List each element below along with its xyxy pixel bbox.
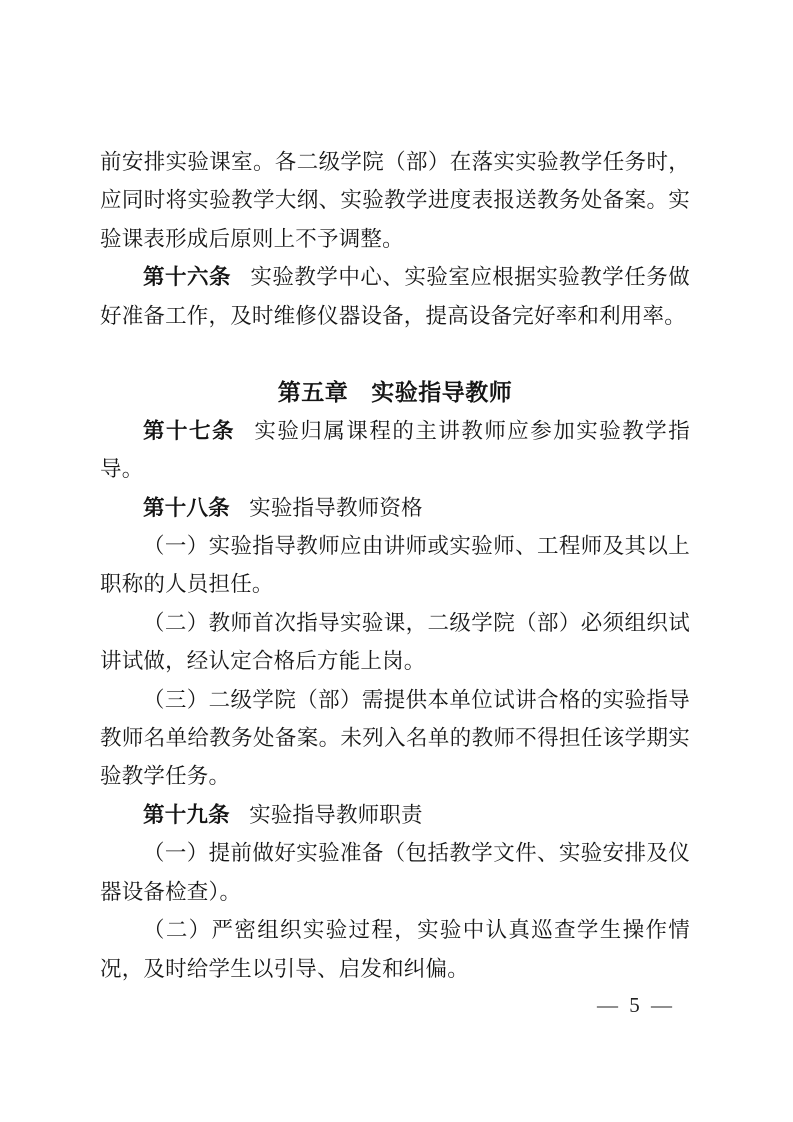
list-item-3: （三）二级学院（部）需提供本单位试讲合格的实验指导教师名单给教务处备案。未列入名单的教师不得担任该学期实验教学任务。 [100, 687, 690, 789]
document-text-block [100, 143, 690, 988]
paragraph-continuation: 前安排实验课室。各二级学院（部）在落实实验教学任务时，应同时将实验教学大纲、实验教学进度表报送教务处备案。实验课表形成后原则上不予调整。 [100, 150, 690, 251]
list-item-1: （一）实验指导教师应由讲师或实验师、工程师及其以上职称的人员担任。 [100, 534, 690, 597]
article-text: 实验指导教师资格 [249, 495, 423, 520]
article-17-paragraph [100, 412, 690, 489]
article-text: 实验指导教师职责 [249, 802, 423, 827]
chapter-number: 第五章 [277, 379, 349, 406]
article-number: 第十八条 [143, 495, 230, 520]
chapter-title: 实验指导教师 [371, 379, 513, 406]
page-number: — 5 — [597, 993, 675, 1017]
list-item-2: （二）教师首次指导实验课，二级学院（部）必须组织试讲试做，经认定合格后方能上岗。 [100, 610, 690, 674]
article-16-paragraph [100, 258, 690, 335]
chapter-heading [100, 373, 690, 411]
article-19-paragraph [100, 796, 690, 834]
article-18-paragraph [100, 489, 690, 527]
article-text: 实验归属课程的主讲教师应参加实验教学指导。 [100, 418, 690, 482]
article-number: 第十九条 [143, 802, 230, 827]
list-item-2b: （二）严密组织实验过程，实验中认真巡查学生操作情况，及时给学生以引导、启发和纠偏。 [100, 918, 690, 981]
article-text: 实验教学中心、实验室应根据实验教学任务做好准备工作，及时维修仪器设备，提高设备完好率和利用率。 [100, 265, 690, 328]
article-number: 第十七条 [143, 418, 235, 443]
article-number: 第十六条 [143, 265, 231, 290]
list-item-1b: （一）提前做好实验准备（包括教学文件、实验安排及仪器设备检查）。 [100, 841, 690, 904]
